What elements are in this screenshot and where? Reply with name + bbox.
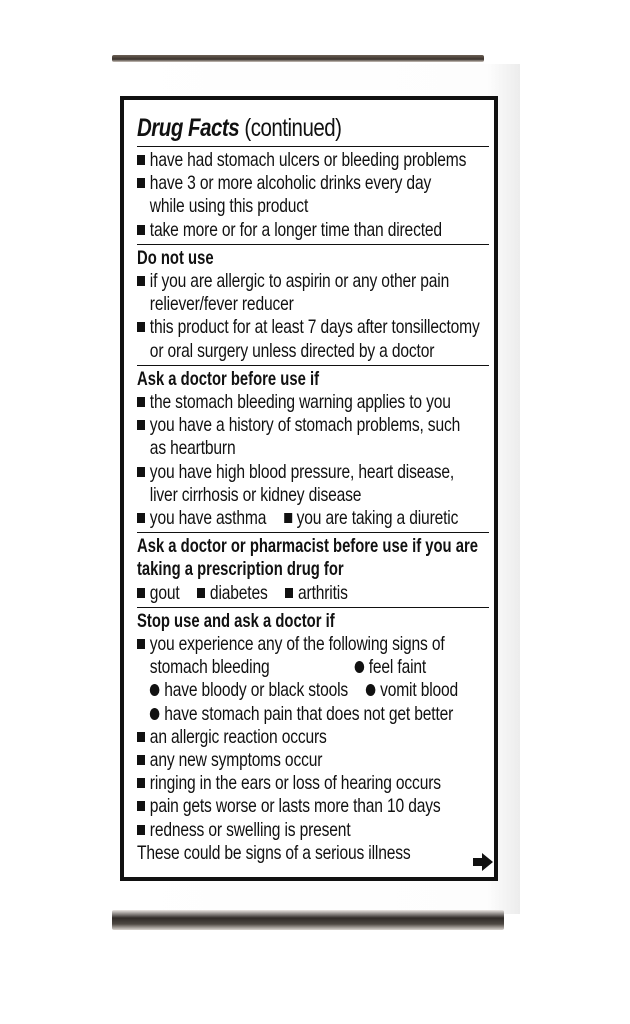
list-item-row: [137, 582, 419, 605]
list-item: [137, 726, 419, 749]
item-text: reliever/fever reducer: [149, 293, 294, 316]
item-text: have had stomach ulcers or bleeding problems: [149, 149, 467, 171]
item-text: liver cirrhosis or kidney disease: [149, 483, 362, 506]
divider: [137, 607, 489, 608]
drug-facts-content: [137, 112, 489, 865]
list-item: [137, 460, 455, 484]
item-text: you have asthma: [149, 507, 267, 530]
square-bullet-icon: [137, 639, 145, 649]
list-item-continued: [137, 293, 419, 316]
panel-title: [137, 112, 426, 144]
item-text: stomach bleeding: [149, 656, 270, 679]
item-text: redness or swelling is present: [149, 818, 351, 841]
section-heading-ask-pharmacist-2: taking a prescription drug for: [137, 558, 344, 581]
list-item: [137, 772, 441, 795]
square-bullet-icon: [137, 225, 145, 235]
square-bullet-icon: [137, 420, 145, 430]
square-bullet-icon: [137, 755, 145, 765]
divider: [137, 532, 489, 533]
list-item: [137, 316, 480, 339]
divider: [137, 146, 489, 147]
item-text: you are taking a diuretic: [296, 507, 459, 530]
divider: [137, 365, 489, 366]
section-heading-do-not-use: Do not use: [137, 246, 214, 269]
item-text: vomit blood: [380, 679, 459, 702]
item-text: ringing in the ears or loss of hearing occurs: [149, 772, 441, 795]
item-text: if you are allergic to aspirin or any other pain: [149, 270, 450, 293]
square-bullet-icon: [284, 513, 292, 523]
item-text: gout: [149, 581, 180, 604]
item-text: as heartburn: [149, 437, 236, 460]
list-item: [137, 149, 467, 172]
list-item-continued: [137, 484, 419, 507]
list-item: [137, 270, 450, 293]
item-text: the stomach bleeding warning applies to you: [149, 391, 451, 414]
title-rest: (continued): [239, 114, 342, 142]
list-item-continued: [137, 437, 419, 460]
square-bullet-icon: [137, 178, 145, 188]
package-top-edge: [112, 55, 484, 62]
square-bullet-icon: [137, 825, 145, 835]
section-heading-ask-pharmacist: Ask a doctor or pharmacist before use if you are: [137, 535, 478, 558]
list-item: [137, 749, 419, 772]
item-text: this product for at least 7 days after tonsillectomy: [149, 316, 480, 339]
item-text: take more or for a longer time than directed: [149, 218, 442, 241]
item-text: pain gets worse or lasts more than 10 days: [149, 795, 441, 818]
item-text: arthritis: [298, 581, 348, 604]
package-bottom-edge: [112, 910, 504, 930]
list-item-continued: [137, 656, 427, 679]
round-bullet-icon: [354, 661, 364, 673]
section-heading-ask-doctor: Ask a doctor before use if: [137, 367, 320, 390]
drug-facts-panel: [120, 96, 498, 881]
item-text: feel faint: [368, 656, 427, 679]
square-bullet-icon: [137, 155, 145, 165]
list-item: [137, 172, 432, 195]
round-bullet-icon: [366, 684, 376, 696]
item-text: an allergic reaction occurs: [149, 725, 327, 748]
item-text: any new symptoms occur: [149, 749, 323, 772]
item-text: have stomach pain that does not get better: [164, 702, 454, 725]
square-bullet-icon: [137, 513, 145, 523]
item-text: you experience any of the following signs of: [149, 633, 445, 656]
item-text: have bloody or black stools: [164, 679, 349, 702]
square-bullet-icon: [137, 778, 145, 788]
item-text: diabetes: [209, 581, 268, 604]
square-bullet-icon: [285, 588, 293, 598]
list-item: [137, 218, 442, 242]
square-bullet-icon: [137, 732, 145, 742]
square-bullet-icon: [197, 588, 205, 598]
list-item: [137, 391, 451, 414]
square-bullet-icon: [137, 397, 145, 407]
square-bullet-icon: [137, 801, 145, 811]
square-bullet-icon: [137, 588, 145, 598]
item-text: you have high blood pressure, heart disease,: [149, 460, 455, 483]
square-bullet-icon: [137, 322, 145, 332]
item-text: while using this product: [149, 195, 309, 218]
list-item-pair: [137, 507, 459, 530]
list-item-sub: [137, 702, 454, 726]
footer-note: These could be signs of a serious illness: [137, 841, 411, 864]
item-text: or oral surgery unless directed by a doctor: [149, 339, 435, 362]
square-bullet-icon: [137, 276, 145, 286]
round-bullet-icon: [150, 684, 160, 696]
section-heading-stop-use: Stop use and ask a doctor if: [137, 609, 335, 632]
list-item-sub: [137, 679, 459, 702]
divider: [137, 244, 489, 245]
list-item-continued: [137, 195, 419, 218]
item-text: have 3 or more alcoholic drinks every day: [149, 172, 432, 195]
list-item: [137, 633, 445, 656]
square-bullet-icon: [137, 467, 145, 477]
item-text: you have a history of stomach problems, such: [149, 414, 461, 437]
list-item: [137, 414, 461, 437]
title-bold: Drug Facts: [137, 114, 240, 142]
round-bullet-icon: [150, 708, 160, 720]
list-item: [137, 795, 441, 818]
list-item-continued: [137, 339, 435, 363]
right-arrow-icon: [472, 853, 494, 871]
list-item: [137, 819, 419, 842]
